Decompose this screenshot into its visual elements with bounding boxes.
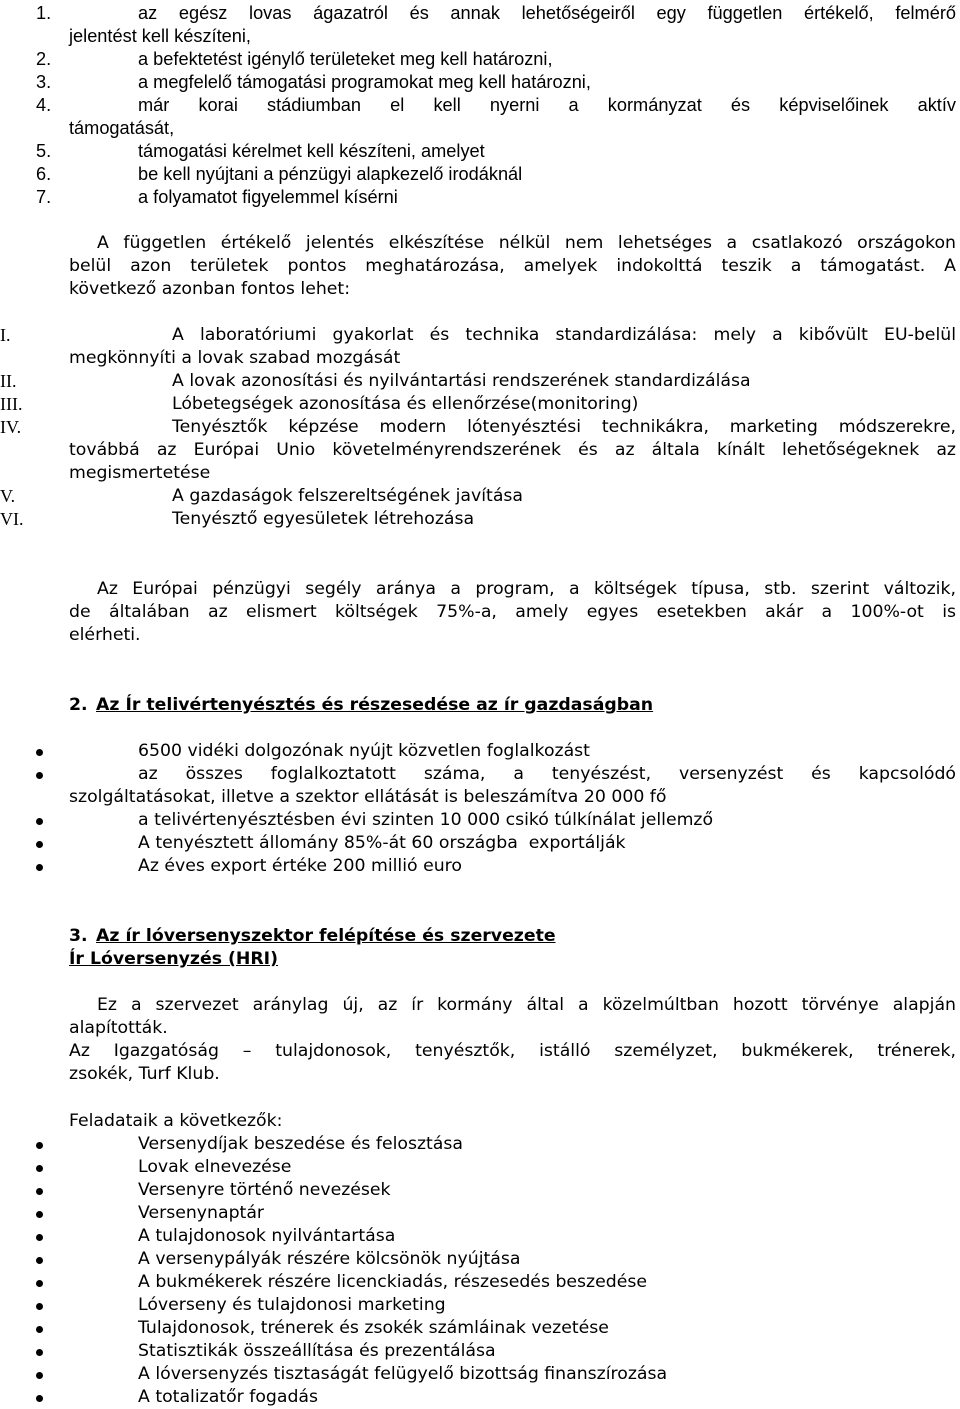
bullet-icon [36,864,43,871]
list-item: 2. a befektetést igénylő területeket meg kell határozni, [36,49,553,69]
section-3-heading: 3. Az ír lóversenyszektor felépítése és szervezete [69,926,556,946]
list-item: 7. a folyamatot figyelemmel kísérni [36,187,398,207]
list-item: A bukmékerek részére licenckiadás, részesedés beszedése [0,1271,960,1294]
list-item: 4. már korai stádiumban el kell nyerni a kormányzat és képviselőinek aktív [36,95,956,115]
bullet-icon [36,1303,43,1310]
document-page: 1. az egész lovas ágazatról és annak lehetőségeiről egy független értékelő, felmérő jelentést kell készíteni, 2. a befektetést igénylő területeket meg kell határozni, 3. a megfelelő támogatási programokat meg kell határozni, 4. már korai stádiumban el kell nyerni a kormányzat és képviselőinek aktív támogatását, 5. támogatási kérelmet kell készíteni, amelyet 6. be kell nyújtani a pénzügyi alapkezelő irodáknál 7. a folyamatot figyelemmel kísérni A független értékelő jelentés elkészítése nélkül nem lehetséges a csatlakozó országokon belül azon területek pontos meghatározása, amelyek indokolttá teszik a támogatást. A következő azonban fontos lehet: I. A laboratóriumi gyakorlat és technika standardizálása: mely a kibővült EU-belül megkönnyíti a lovak szabad mozgását II. A lovak azonosítási és nyilvántartási rendszerének standardizálása III. Lóbetegségek azonosítása és ellenőrzése(monitoring) IV. Tenyésztők képzése modern lótenyésztési technikákra, marketing módszerekre, továbbá az Európai Unio követelményrendszerének és az általa kínált lehetőségeknek az megismertetése V. A gazdaságok felszereltségének javítása VI. Tenyésztő egyesületek létrehozása Az Európai pénzügyi segély aránya a program, a költségek típusa, stb. szerint változik, de általában az elismert költségek 75%-a, amely egyes esetekben akár a 100%-ot is elérheti. 2. Az Ír telivértenyésztés és részesedése az ír gazdaságban 6500 vidéki dolgozónak nyújt közvetlen foglalkozást az összes foglalkoztatott száma, a tenyészést, versenyzést és kapcsolódó szolgáltatásokat, illetve a szektor ellátását is beleszámítva 20 000 fő a telivértenyésztésben évi szinten 10 000 csikó túlkínálat jellemző A tenyésztett állomány 85%-át 60 országba exportálják Az éves export értéke 200 millió euro 3. Az ír lóversenyszektor felépítése és szervezete Ír Lóversenyzés (HRI) Ez a szervezet aránylag új, az ír kormány által a közelmúltban hozott törvénye alapján alapították. Az Igazgatóság – tulajdonosok, tenyésztők, istálló személyzet, bukmékerek, trénerek, zsokék, Turf Klub. Feladataik a következők: Versenydíjak beszedése és felosztása Lovak elnevezése Versenyre történő nevezések Versenynaptár A tulajdonosok nyilvántartása A versenypályák részére kölcsönök nyújtása A bukmékerek részére licenckiadás, részesedés beszedése Lóverseny és tulajdonosi marketing Tulajdonosok, trénerek és zsokék számláinak vezetése Statisztikák összeállítása és prezentálása A lóversenyzés tisztaságát felügyelő bizottság finanszírozása A totalizatőr fogadás [0,0,960,1409]
list-item: az összes foglalkoztatott száma, a tenyészést, versenyzést és kapcsolódó [0,763,960,786]
list-item: 3. a megfelelő támogatási programokat meg kell határozni, [36,72,591,92]
list-item: II. A lovak azonosítási és nyilvántartási rendszerének standardizálása [0,371,751,391]
list-item: 6500 vidéki dolgozónak nyújt közvetlen foglalkozást [0,740,960,763]
list-item-continuation: jelentést kell készíteni, [69,26,251,46]
list-item: Lóverseny és tulajdonosi marketing [0,1294,960,1317]
list-item: A totalizatőr fogadás [0,1386,960,1409]
tasks-label: Feladataik a következők: [69,1111,283,1131]
section-2-heading: 2. Az Ír telivértenyésztés és részesedése az ír gazdaságban [69,695,654,715]
list-item: A lóversenyzés tisztaságát felügyelő bizottság finanszírozása [0,1363,960,1386]
list-item: IV. Tenyésztők képzése modern lótenyésztési technikákra, marketing módszerekre, [0,417,956,437]
bullet-icon [36,1280,43,1287]
bullet-icon [36,1395,43,1402]
bullet-icon [36,1234,43,1241]
list-item: I. A laboratóriumi gyakorlat és technika standardizálása: mely a kibővült EU-belül [0,325,956,345]
bullet-icon [36,1211,43,1218]
list-item: Statisztikák összeállítása és prezentálása [0,1340,960,1363]
list-item: Lovak elnevezése [0,1156,960,1179]
bullet-icon [36,1165,43,1172]
list-item: 6. be kell nyújtani a pénzügyi alapkezelő irodáknál [36,164,523,184]
list-item: A versenypályák részére kölcsönök nyújtása [0,1248,960,1271]
bullet-icon [36,1326,43,1333]
list-item: Az éves export értéke 200 millió euro [0,855,960,878]
list-item: 5. támogatási kérelmet kell készíteni, amelyet [36,141,485,161]
bullet-icon [36,1372,43,1379]
list-item: V. A gazdaságok felszereltségének javítása [0,486,523,506]
list-item: 1. az egész lovas ágazatról és annak lehetőségeiről egy független értékelő, felmérő [36,3,956,23]
list-item: A tenyésztett állomány 85%-át 60 országba exportálják [0,832,960,855]
bullet-icon [36,841,43,848]
bullet-icon [36,772,43,779]
bullet-icon [36,818,43,825]
list-item: Tulajdonosok, trénerek és zsokék számláinak vezetése [0,1317,960,1340]
list-item: Versenydíjak beszedése és felosztása [0,1133,960,1156]
bullet-icon [36,1349,43,1356]
bullet-icon [36,1188,43,1195]
list-item: Versenynaptár [0,1202,960,1225]
list-item-continuation: támogatását, [69,118,175,138]
bullet-icon [36,1142,43,1149]
bullet-icon [36,749,43,756]
list-item: a telivértenyésztésben évi szinten 10 000 csikó túlkínálat jellemző [0,809,960,832]
bullet-icon [36,1257,43,1264]
list-item: III. Lóbetegségek azonosítása és ellenőrzése(monitoring) [0,394,639,414]
list-item: VI. Tenyésztő egyesületek létrehozása [0,509,475,529]
section-3-subheading: Ír Lóversenyzés (HRI) [69,949,279,969]
list-item: A tulajdonosok nyilvántartása [0,1225,960,1248]
list-item: Versenyre történő nevezések [0,1179,960,1202]
